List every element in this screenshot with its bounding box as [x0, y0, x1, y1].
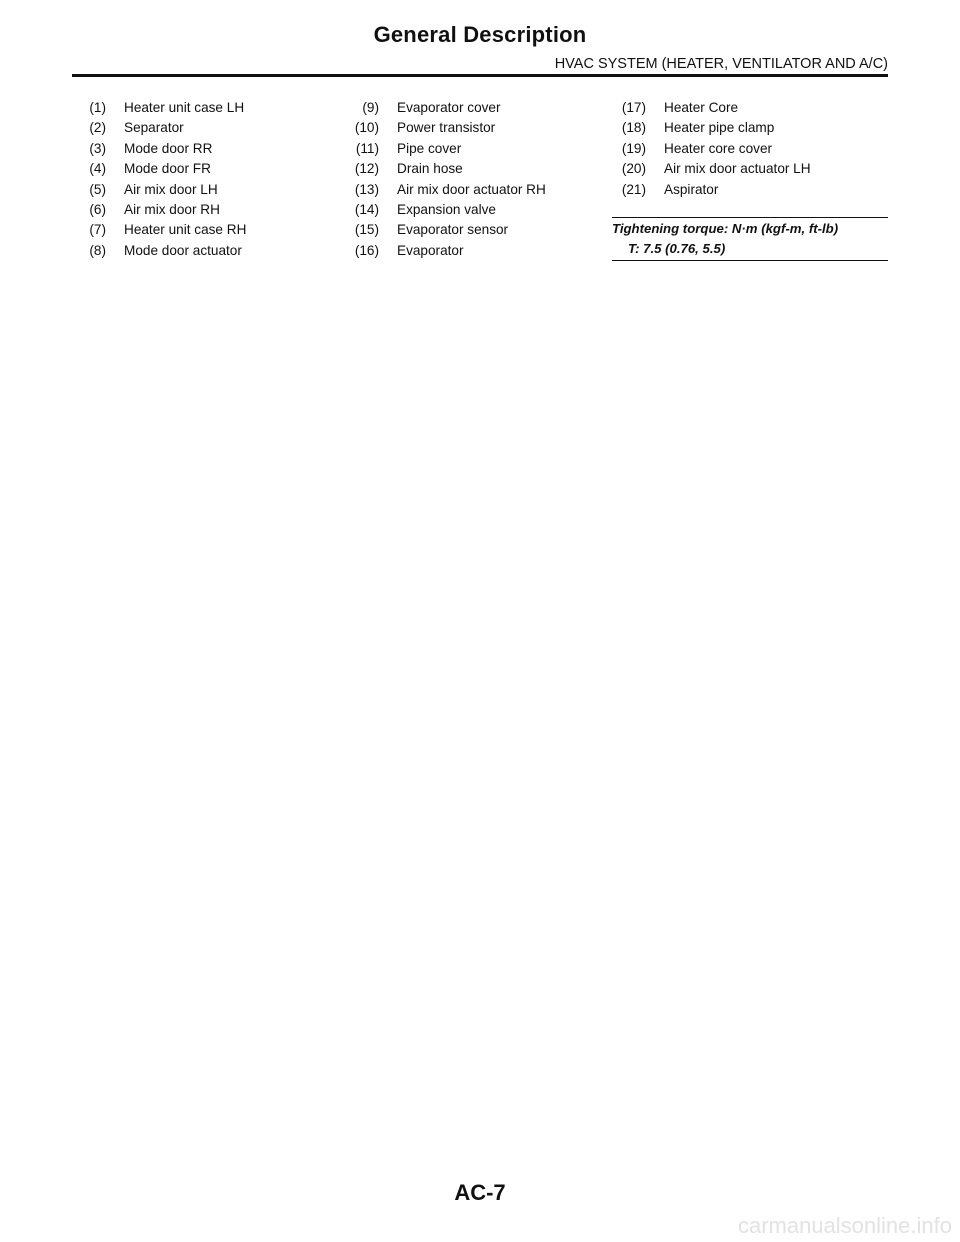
legend-item	[345, 220, 546, 240]
legend-number: (19)	[621, 140, 646, 156]
legend-number: (11)	[355, 140, 379, 156]
page-number: AC-7	[454, 1180, 506, 1205]
legend-label: Heater core cover	[664, 140, 773, 156]
legend-item	[612, 139, 811, 159]
torque-specification	[612, 217, 888, 261]
legend-item	[612, 180, 811, 200]
legend-number: (2)	[89, 120, 106, 136]
legend-column-2	[345, 98, 546, 261]
legend-number: (7)	[89, 222, 106, 238]
legend-label: Heater pipe clamp	[664, 120, 775, 136]
legend-number: (14)	[354, 201, 379, 217]
legend-item	[345, 139, 546, 159]
legend-label: Heater Core	[664, 100, 739, 115]
legend-number: (20)	[621, 161, 646, 177]
legend-label: Heater unit case LH	[124, 100, 245, 115]
legend-label: Evaporator cover	[397, 100, 501, 115]
legend-label: Air mix door actuator RH	[397, 181, 546, 197]
legend-item	[612, 159, 811, 179]
legend-item	[72, 220, 246, 240]
legend-label: Air mix door actuator LH	[664, 161, 811, 177]
legend-item	[345, 159, 546, 179]
legend-label: Heater unit case RH	[124, 222, 247, 238]
legend-number: (9)	[362, 100, 379, 115]
legend-number: (13)	[354, 181, 379, 197]
legend-item	[345, 241, 546, 261]
legend-item	[72, 200, 246, 220]
legend-number: (17)	[621, 100, 646, 115]
legend-number: (3)	[89, 140, 106, 156]
torque-value: T: 7.5 (0.76, 5.5)	[628, 241, 726, 256]
legend-column-3	[612, 98, 811, 200]
legend-label: Drain hose	[397, 161, 463, 177]
legend-label: Mode door FR	[124, 161, 211, 177]
legend-number: (18)	[621, 120, 646, 136]
legend-number: (1)	[89, 100, 106, 115]
legend-column-1	[72, 98, 246, 261]
legend-label: Expansion valve	[397, 201, 496, 217]
watermark: carmanualsonline.info	[737, 1213, 952, 1238]
legend-label: Air mix door LH	[124, 181, 218, 197]
legend-label: Evaporator	[397, 242, 464, 258]
legend-label: Separator	[124, 120, 184, 136]
legend-item	[612, 118, 811, 138]
legend-item	[72, 98, 246, 118]
legend-item	[345, 180, 546, 200]
legend-item	[612, 98, 811, 118]
legend-number: (8)	[89, 242, 106, 258]
legend-label: Power transistor	[397, 120, 496, 136]
section-title: HVAC SYSTEM (HEATER, VENTILATOR AND A/C)	[554, 56, 888, 72]
legend-label: Evaporator sensor	[397, 222, 509, 238]
legend-item	[72, 180, 246, 200]
legend-number: (5)	[89, 181, 106, 197]
legend-label: Aspirator	[664, 181, 719, 197]
legend-item	[345, 98, 546, 118]
legend-number: (4)	[89, 161, 106, 177]
header-rule	[72, 74, 888, 77]
legend-number: (10)	[354, 120, 379, 136]
legend-label: Mode door actuator	[124, 242, 242, 258]
legend-item	[345, 200, 546, 220]
page-title: General Description	[373, 22, 587, 47]
legend-item	[72, 139, 246, 159]
legend-label: Mode door RR	[124, 140, 213, 156]
legend-label: Air mix door RH	[124, 201, 220, 217]
legend-item	[72, 241, 246, 261]
legend-number: (21)	[621, 181, 646, 197]
legend-number: (16)	[354, 242, 379, 258]
legend-item	[345, 118, 546, 138]
legend-label: Pipe cover	[397, 140, 462, 156]
torque-heading: Tightening torque: N·m (kgf-m, ft-lb)	[612, 221, 839, 236]
legend-item	[72, 118, 246, 138]
legend-number: (15)	[354, 222, 379, 238]
legend-number: (6)	[89, 201, 106, 217]
legend-item	[72, 159, 246, 179]
legend-number: (12)	[354, 161, 379, 177]
